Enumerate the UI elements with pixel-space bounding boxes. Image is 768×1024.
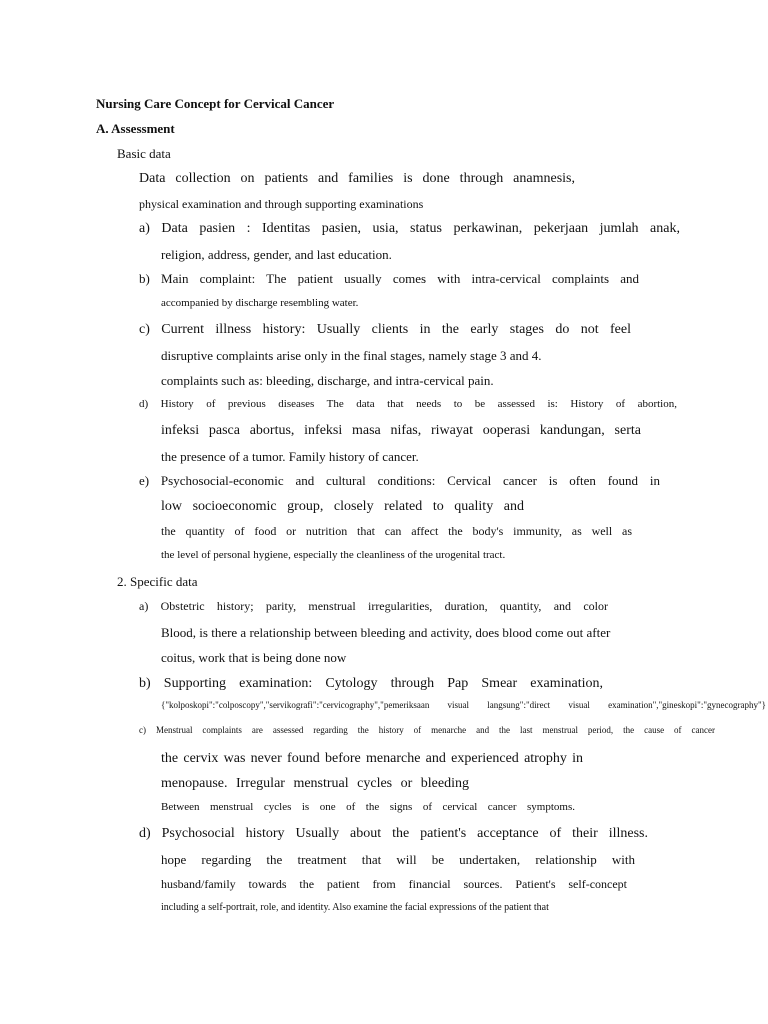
- specific-d-line-1: d) Psychosocial history Usually about the patient's acceptance of their illness.: [139, 826, 648, 841]
- specific-d-line-2: hope regarding the treatment that will be undertaken, relationship with: [161, 852, 635, 867]
- item-c-line-2: disruptive complaints arise only in the final stages, namely stage 3 and 4.: [161, 348, 542, 363]
- item-c-line-1: c) Current illness history: Usually clients in the early stages do not feel: [139, 322, 631, 337]
- specific-d-line-3: husband/family towards the patient from financial sources. Patient's self-concept: [161, 877, 627, 891]
- item-e-line-1: e) Psychosocial-economic and cultural conditions: Cervical cancer is often found in: [139, 473, 660, 488]
- item-d-line-2: infeksi pasca abortus, infeksi masa nifas, riwayat ooperasi kandungan, serta: [161, 423, 641, 438]
- specific-b-line-2: {"kolposkopi":"colposcopy","servikografi":"cervicography","pemeriksaan visual langsung":"direct visual examination","gineskopi":"gynecography"}: [161, 700, 766, 710]
- item-a-line-1: a) Data pasien : Identitas pasien, usia, status perkawinan, pekerjaan jumlah anak,: [139, 221, 680, 236]
- item-e-line-3: the quantity of food or nutrition that can affect the body's immunity, as well as: [161, 524, 632, 538]
- item-b-line-1: b) Main complaint: The patient usually comes with intra-cervical complaints and: [139, 271, 639, 286]
- section-a-heading: A. Assessment: [96, 121, 175, 136]
- specific-a-line-1: a) Obstetric history; parity, menstrual irregularities, duration, quantity, and color: [139, 599, 608, 613]
- item-c-line-3: complaints such as: bleeding, discharge, and intra-cervical pain.: [161, 373, 494, 388]
- item-d-line-3: the presence of a tumor. Family history of cancer.: [161, 449, 419, 464]
- specific-c-line-2: the cervix was never found before menarche and experienced atrophy in: [161, 751, 583, 766]
- specific-c-line-1: c) Menstrual complaints are assessed regarding the history of menarche and the last menstrual period, the cause of cancer: [139, 725, 715, 735]
- intro-line-1: Data collection on patients and families is done through anamnesis,: [139, 171, 575, 186]
- item-b-line-2: accompanied by discharge resembling water.: [161, 297, 359, 309]
- specific-data-heading: 2. Specific data: [117, 574, 198, 589]
- item-e-line-4: the level of personal hygiene, especially the cleanliness of the urogenital tract.: [161, 549, 506, 561]
- specific-d-line-4: including a self-portrait, role, and identity. Also examine the facial expressions of the patient that: [161, 902, 549, 913]
- intro-line-2: physical examination and through supporting examinations: [139, 197, 424, 211]
- item-e-line-2: low socioeconomic group, closely related to quality and: [161, 499, 524, 514]
- item-d-line-1: d) History of previous diseases The data that needs to be assessed is: History of abortion,: [139, 398, 677, 410]
- item-a-line-2: religion, address, gender, and last education.: [161, 247, 392, 262]
- basic-data-heading: Basic data: [117, 146, 171, 161]
- document-title: Nursing Care Concept for Cervical Cancer: [96, 96, 335, 111]
- specific-a-line-3: coitus, work that is being done now: [161, 650, 347, 665]
- specific-c-line-4: Between menstrual cycles is one of the signs of cervical cancer symptoms.: [161, 801, 575, 813]
- specific-b-line-1: b) Supporting examination: Cytology through Pap Smear examination,: [139, 676, 603, 691]
- specific-c-line-3: menopause. Irregular menstrual cycles or bleeding: [161, 776, 469, 791]
- specific-a-line-2: Blood, is there a relationship between bleeding and activity, does blood come out after: [161, 625, 611, 640]
